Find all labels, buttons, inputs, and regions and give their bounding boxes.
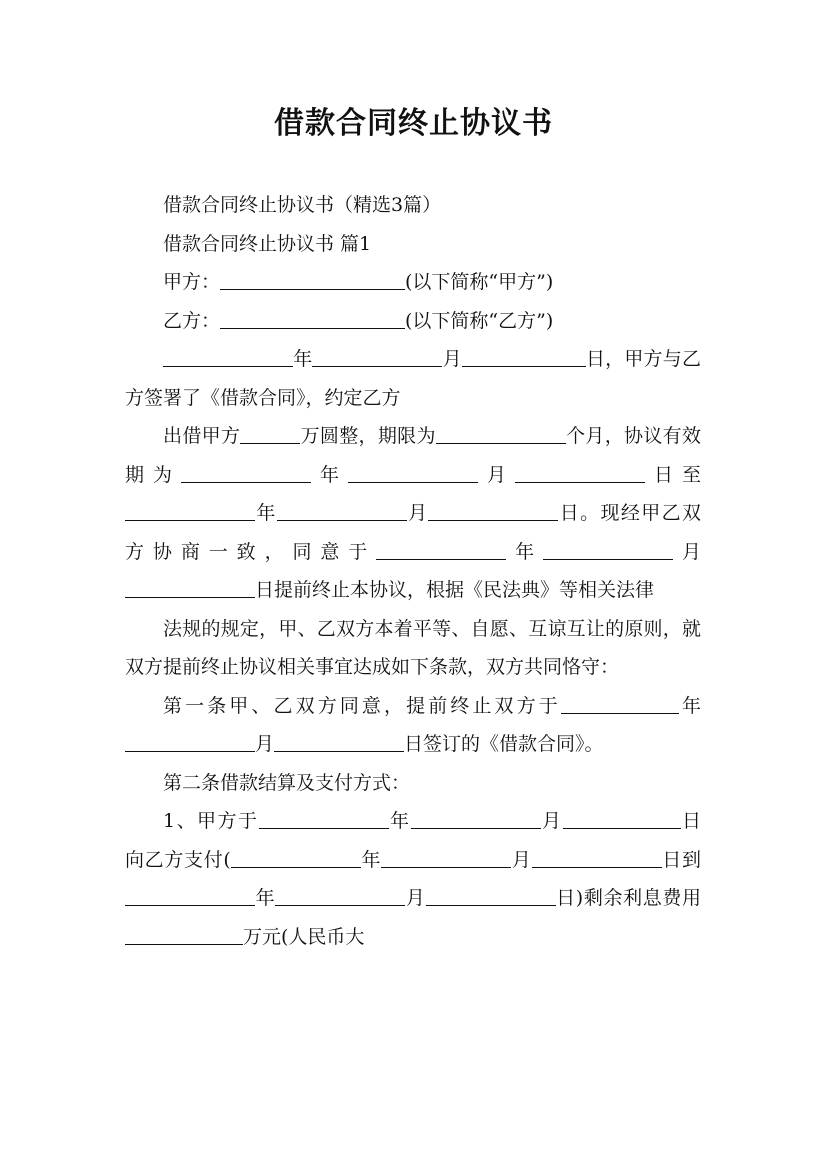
range-to: 至 xyxy=(681,463,701,486)
amount-unit: 万圆整，期限为 xyxy=(300,425,436,447)
terminate-month-blank xyxy=(543,541,673,560)
item-1-prefix: 1、甲方于 xyxy=(163,810,259,832)
day-unit: 日 xyxy=(404,733,424,755)
party-a-label: 甲方： xyxy=(163,271,221,293)
month-unit: 月 xyxy=(511,848,532,871)
section-heading: 借款合同终止协议书 篇1 xyxy=(163,232,372,255)
month-unit: 月 xyxy=(442,348,462,370)
to-text: 到 xyxy=(681,848,701,871)
pay-from-year-blank xyxy=(231,849,361,868)
month-unit: 月 xyxy=(673,540,701,563)
pay-to-day-blank xyxy=(426,887,556,906)
terminate-text: 提前终止本协议，根据《民法典》等相关法律 xyxy=(274,579,655,601)
valid-to-day-blank xyxy=(428,502,558,521)
agree-text: 。现经甲乙双方协商一致，同意于 xyxy=(125,502,701,563)
term-blank xyxy=(436,425,566,444)
day-unit: 日 xyxy=(255,579,275,601)
article-1-day-blank xyxy=(274,733,404,752)
interest-amount-blank xyxy=(125,926,243,945)
signing-day-blank xyxy=(462,348,586,367)
article-1-prefix: 第一条甲、乙双方同意，提前终止双方于 xyxy=(163,694,561,717)
signing-paragraph xyxy=(125,340,701,417)
item-1-month-blank xyxy=(411,810,541,829)
year-unit: 年 xyxy=(255,887,276,909)
month-unit: 月 xyxy=(255,733,275,755)
valid-from-month-blank xyxy=(348,464,478,483)
year-unit: 年 xyxy=(360,848,382,871)
day-unit: 日 xyxy=(644,463,682,486)
party-b-line xyxy=(125,302,701,341)
year-unit: 年 xyxy=(310,463,348,486)
signing-year-blank xyxy=(163,348,293,367)
article-1-month-blank xyxy=(125,733,255,752)
party-a-line xyxy=(125,263,701,302)
day-unit: 日 xyxy=(558,502,581,524)
document-subtitle: 借款合同终止协议书（精选3篇） xyxy=(163,194,442,216)
article-1-suffix: 签订的《借款合同》。 xyxy=(423,733,604,755)
article-2-item-1 xyxy=(125,802,701,956)
item-1-year-blank xyxy=(259,810,389,829)
article-1-paragraph xyxy=(125,687,701,764)
signing-text: ，甲方与乙方签署了《借款合同》，约定乙方 xyxy=(125,348,701,409)
document-title: 借款合同终止协议书 xyxy=(274,106,553,141)
interest-text: )剩余利息费用 xyxy=(575,887,701,909)
signing-month-blank xyxy=(312,348,442,367)
day-unit: 日 xyxy=(661,848,682,871)
valid-from-year-blank xyxy=(181,464,311,483)
document-body xyxy=(125,186,701,956)
month-unit: 月 xyxy=(477,463,515,486)
terminate-day-blank xyxy=(125,579,255,598)
pay-to-year-blank xyxy=(125,887,255,906)
article-1-year-blank xyxy=(561,695,679,714)
valid-to-year-blank xyxy=(125,502,255,521)
pay-text: 向乙方支付( xyxy=(125,848,231,871)
amount-blank xyxy=(240,425,300,444)
item-1-day-blank xyxy=(563,810,681,829)
pay-to-month-blank xyxy=(275,887,405,906)
day-unit: 日 xyxy=(585,348,606,370)
day-unit: 日 xyxy=(680,810,701,832)
valid-to-month-blank xyxy=(277,502,407,521)
terminate-year-blank xyxy=(376,541,506,560)
principle-paragraph: 法规的规定，甲、乙双方本着平等、自愿、互谅互让的原则，就双方提前终止协议相关事宜达成如下条款，双方共同恪守： xyxy=(125,617,701,678)
month-unit: 月 xyxy=(405,887,426,909)
loan-terms-paragraph xyxy=(125,417,701,610)
party-b-blank xyxy=(220,310,405,329)
day-unit: 日 xyxy=(555,887,576,909)
month-unit: 月 xyxy=(406,502,429,524)
article-2-heading: 第二条借款结算及支付方式： xyxy=(163,771,411,794)
year-unit: 年 xyxy=(388,810,411,832)
pay-from-month-blank xyxy=(381,849,511,868)
party-a-note: (以下简称“甲方”) xyxy=(405,271,554,293)
year-unit: 年 xyxy=(255,502,277,524)
party-b-note: (以下简称“乙方”) xyxy=(405,309,554,332)
amount-text: 万元(人民币大 xyxy=(243,925,365,948)
pay-from-day-blank xyxy=(532,849,662,868)
party-a-blank xyxy=(220,271,405,290)
lend-prefix: 出借甲方 xyxy=(163,425,241,447)
year-unit: 年 xyxy=(293,348,313,370)
year-unit: 年 xyxy=(506,540,544,563)
term-unit: 个月，协议有效期为 xyxy=(125,425,701,486)
party-b-label: 乙方： xyxy=(163,309,221,332)
year-unit: 年 xyxy=(678,694,701,717)
valid-from-day-blank xyxy=(515,464,645,483)
month-unit: 月 xyxy=(540,810,563,832)
